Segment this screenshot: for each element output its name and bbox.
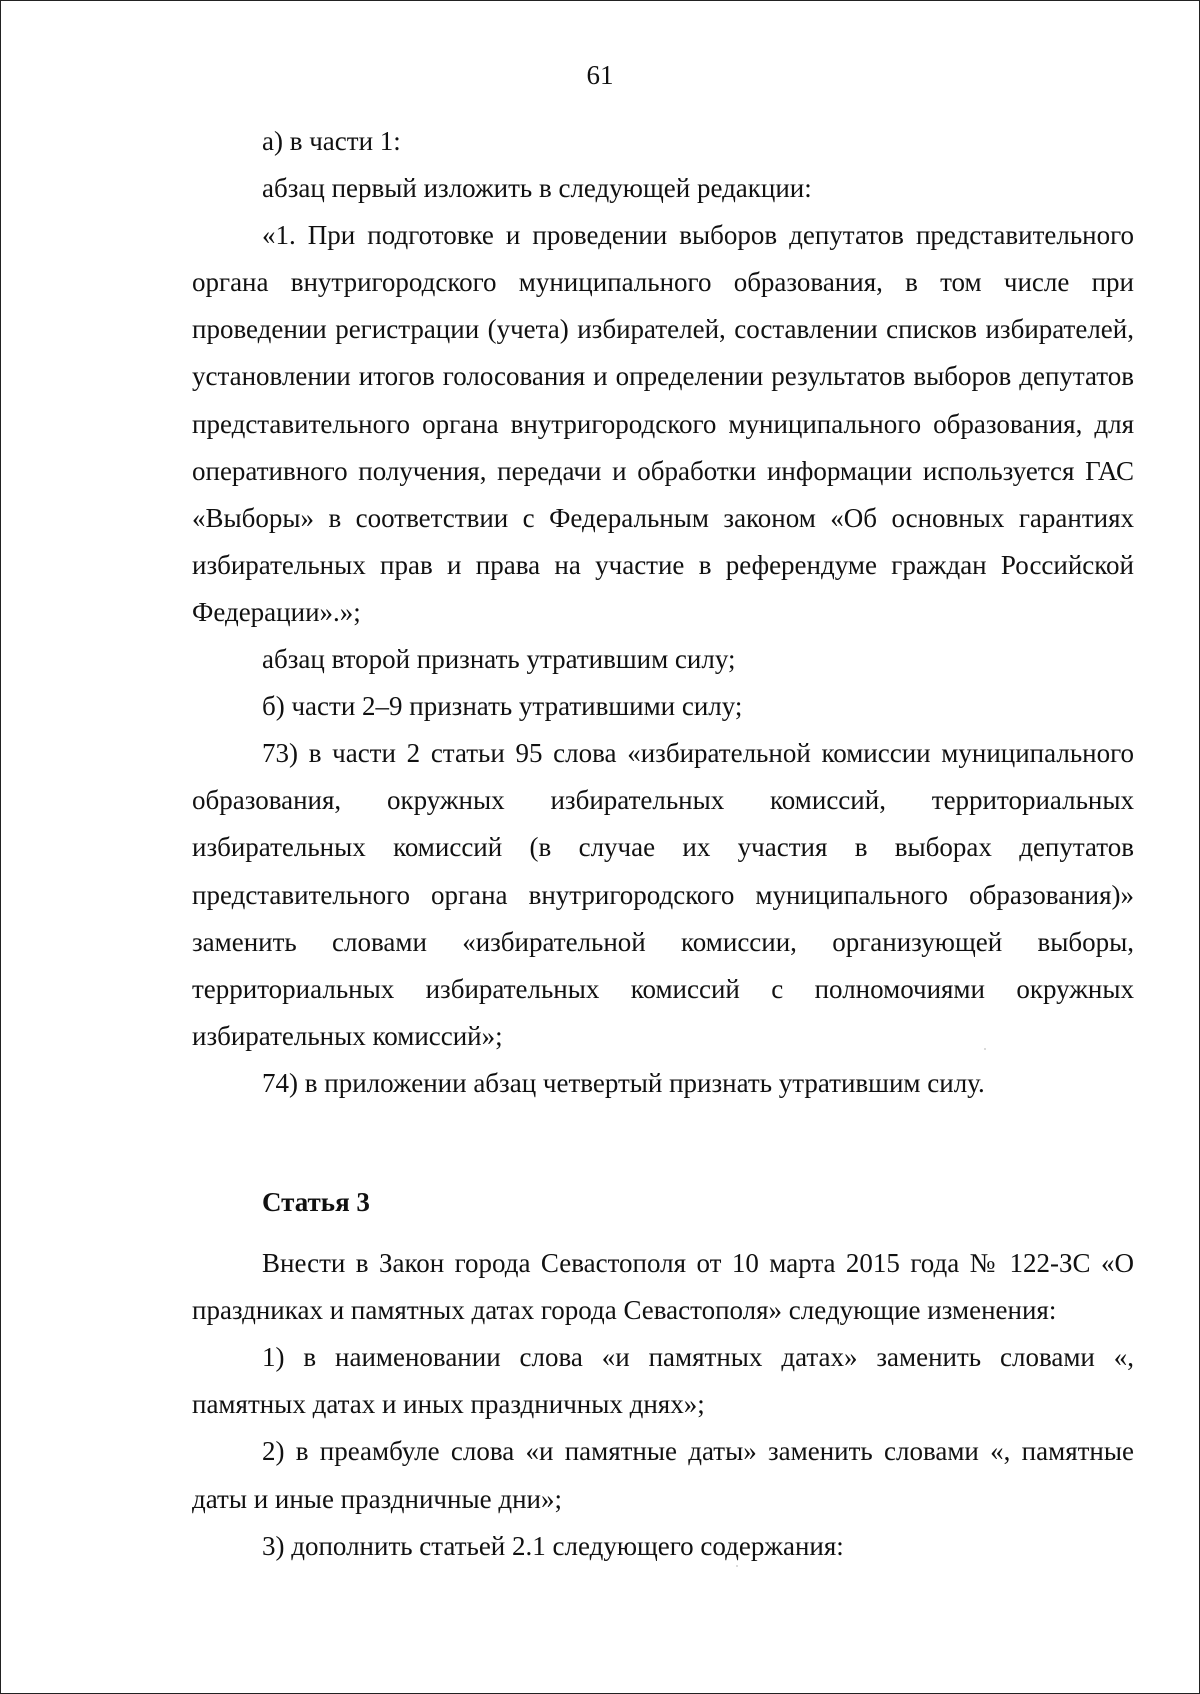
paragraph-second-abzac: абзац второй признать утратившим силу;	[262, 644, 736, 675]
section-spacer	[192, 1107, 1134, 1179]
paragraph-article3-intro: Внести в Закон города Севастополя от 10 марта 2015 года № 122-ЗС «О праздниках и памятных датах города Севастополя» следующие изменения:	[192, 1248, 1134, 1326]
paragraph-article3-item-2: 2) в преамбуле слова «и памятные даты» заменить словами «, памятные даты и иные праздничные дни»;	[192, 1436, 1134, 1514]
paragraph-article3-item-1: 1) в наименовании слова «и памятных датах» заменить словами «, памятных датах и иных праздничных днях»;	[192, 1342, 1134, 1420]
page-number: 61	[586, 60, 614, 90]
paragraph-first-abzac: абзац первый изложить в следующей редакции:	[262, 173, 812, 204]
article-heading: Статья 3	[262, 1186, 370, 1217]
paragraph-article3-item-3: 3) дополнить статьей 2.1 следующего содержания:	[262, 1530, 844, 1561]
paragraph-item-74: 74) в приложении абзац четвертый признать утратившим силу.	[262, 1067, 985, 1098]
scan-speck	[736, 1565, 738, 1567]
paragraph-item-73: 73) в части 2 статьи 95 слова «избирательной комиссии муниципального образования, окружных избирательных комиссий, территориальных избирательных комиссий (в случае их участия в выборах депутатов представительного органа внутригородского муниципального образования)» заменить словами «избирательной комиссии, организующей выборы, территориальных избирательных комиссий с полномочиями окружных избирательных комиссий»;	[192, 738, 1134, 1051]
paragraph-item-b: б) части 2–9 признать утратившими силу;	[262, 691, 743, 722]
paragraph-item-a: а) в части 1:	[262, 126, 401, 156]
paragraph-new-wording: «1. При подготовке и проведении выборов депутатов представительного органа внутригородского муниципального образования, в том числе при проведении регистрации (учета) избирателей, составлении списков избирателей, установлении итогов голосования и определении результатов выборов депутатов представительного органа внутригородского муниципального образования, для оперативного получения, передачи и обработки информации используется ГАС «Выборы» в соответствии с Федеральным законом «Об основных гарантиях избирательных прав и права на участие в референдуме граждан Российской Федерации».»;	[192, 220, 1134, 627]
document-body	[192, 118, 1134, 1570]
scan-speck	[984, 1048, 986, 1050]
